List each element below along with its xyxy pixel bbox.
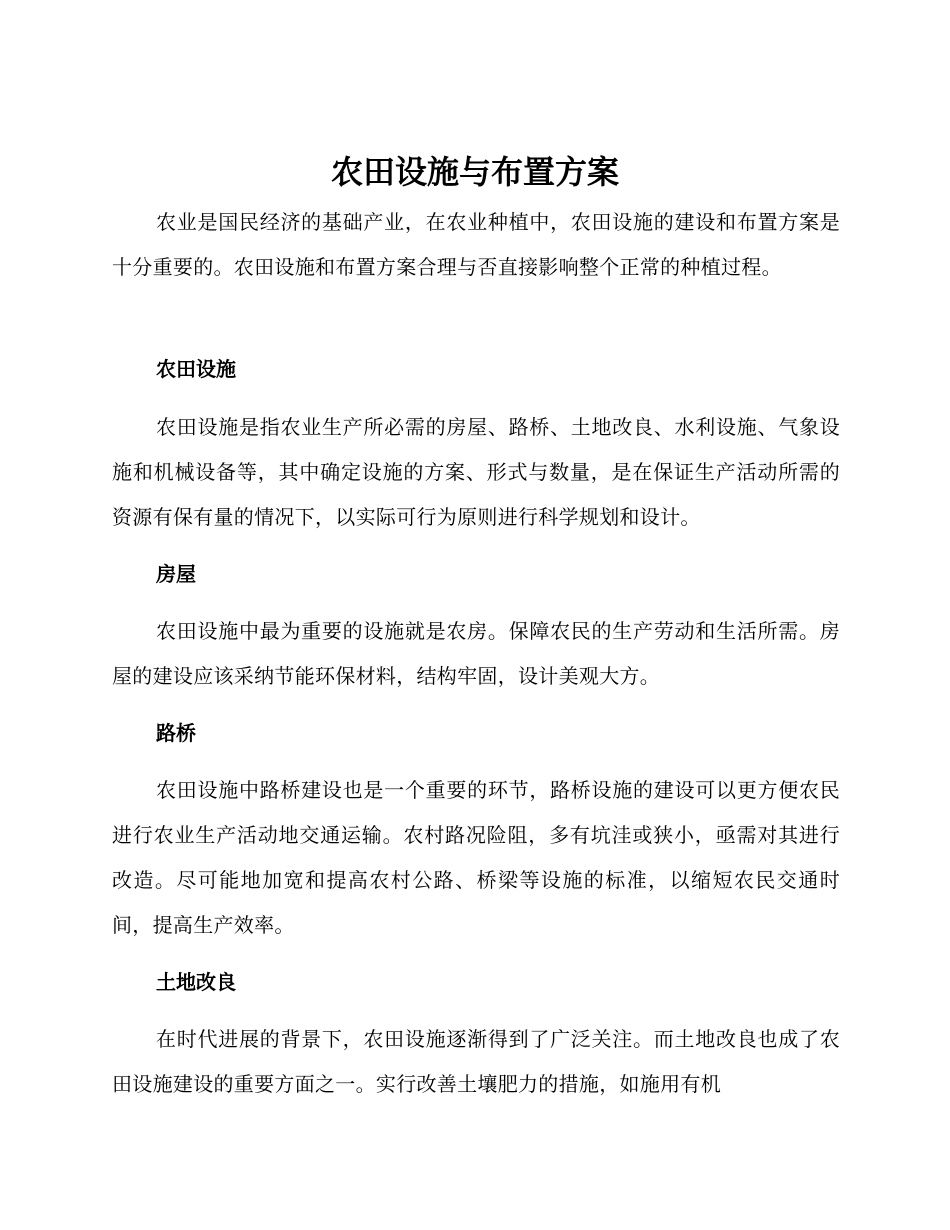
section-heading-housing: 房屋 — [156, 562, 196, 586]
section-heading-farm-facilities: 农田设施 — [156, 357, 236, 381]
section-body-farm-facilities: 农田设施是指农业生产所必需的房屋、路桥、土地改良、水利设施、气象设施和机械设备等，其中确定设施的方案、形式与数量，是在保证生产活动所需的资源有保有量的情况下，以实际可行为原则进行科学规划和设计。 — [112, 415, 840, 529]
section-heading-land-improvement: 土地改良 — [156, 970, 236, 994]
document-title: 农田设施与布置方案 — [330, 153, 619, 191]
section-body-land-improvement: 在时代进展的背景下，农田设施逐渐得到了广泛关注。而土地改良也成了农田设施建设的重要方面之一。实行改善土壤肥力的措施，如施用有机 — [112, 1027, 840, 1096]
section-heading-roads-bridges: 路桥 — [156, 721, 196, 745]
section-body-roads-bridges: 农田设施中路桥建设也是一个重要的环节，路桥设施的建设可以更方便农民进行农业生产活动地交通运输。农村路况险阻，多有坑洼或狭小，亟需对其进行改造。尽可能地加宽和提高农村公路、桥梁等设施的标准，以缩短农民交通时间，提高生产效率。 — [112, 778, 840, 937]
intro-paragraph: 农业是国民经济的基础产业，在农业种植中，农田设施的建设和布置方案是十分重要的。农田设施和布置方案合理与否直接影响整个正常的种植过程。 — [112, 210, 840, 279]
section-body-housing: 农田设施中最为重要的设施就是农房。保障农民的生产劳动和生活所需。房屋的建设应该采纳节能环保材料，结构牢固，设计美观大方。 — [112, 619, 840, 688]
